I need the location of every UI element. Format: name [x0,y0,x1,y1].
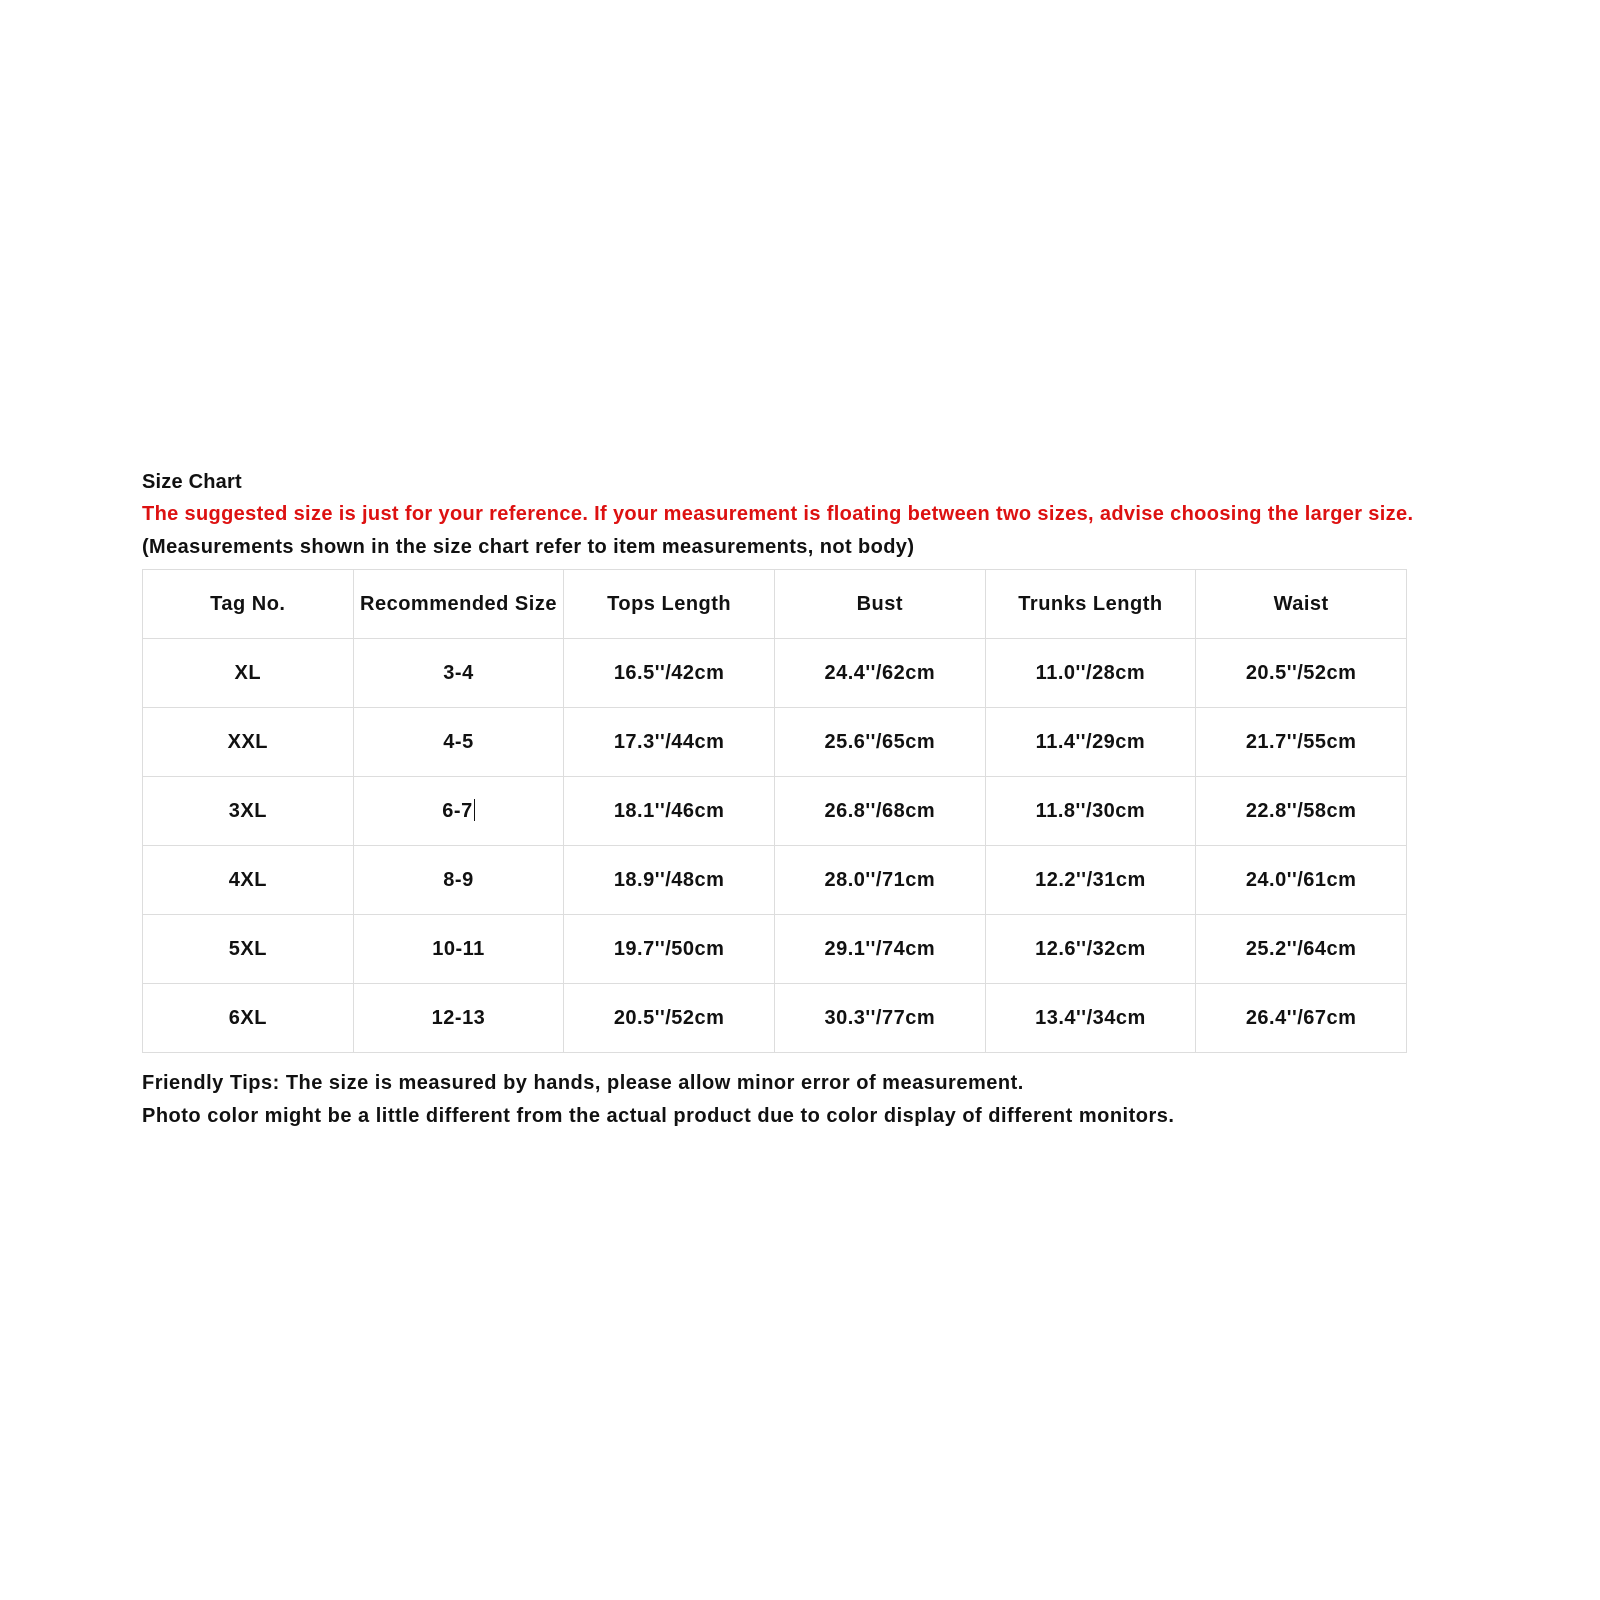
table-header-row [143,570,1407,639]
cell-recommended-size: 3-4 [353,639,564,708]
column-header-bust: Bust [774,570,985,639]
cell-recommended-size [353,777,564,846]
cell-tops-length: 17.3''/44cm [564,708,775,777]
cell-recommended-size: 8-9 [353,846,564,915]
size-chart-document [142,466,1472,1133]
cell-tops-length: 19.7''/50cm [564,915,775,984]
cell-tag-no: 5XL [143,915,354,984]
cell-bust: 29.1''/74cm [774,915,985,984]
cell-bust: 30.3''/77cm [774,984,985,1053]
page-title: Size Chart [142,471,242,493]
cell-tag-no: 4XL [143,846,354,915]
cell-tag-no: XXL [143,708,354,777]
friendly-tips [142,1067,1472,1133]
column-header-waist: Waist [1196,570,1407,639]
cell-bust: 26.8''/68cm [774,777,985,846]
cell-bust: 28.0''/71cm [774,846,985,915]
cell-trunks-length: 11.0''/28cm [985,639,1196,708]
cell-tag-no: 3XL [143,777,354,846]
column-header-tops-length: Tops Length [564,570,775,639]
cell-recommended-size: 4-5 [353,708,564,777]
cell-tops-length: 18.9''/48cm [564,846,775,915]
cell-trunks-length: 11.4''/29cm [985,708,1196,777]
measurement-note: (Measurements shown in the size chart refer to item measurements, not body) [142,536,915,558]
tip-line: Friendly Tips: The size is measured by hands, please allow minor error of measurement. [142,1072,1024,1094]
cell-tops-length: 16.5''/42cm [564,639,775,708]
cell-tag-no: 6XL [143,984,354,1053]
table-row [143,984,1407,1053]
table-row [143,639,1407,708]
table-row [143,915,1407,984]
table-row [143,777,1407,846]
column-header-recommended-size: Recommended Size [353,570,564,639]
cell-waist: 22.8''/58cm [1196,777,1407,846]
table-row [143,708,1407,777]
cell-waist: 25.2''/64cm [1196,915,1407,984]
text-cursor [474,799,475,821]
table-row [143,846,1407,915]
size-table [142,569,1407,1053]
cell-recommended-size: 12-13 [353,984,564,1053]
cell-trunks-length: 12.6''/32cm [985,915,1196,984]
cell-trunks-length: 12.2''/31cm [985,846,1196,915]
cell-trunks-length: 13.4''/34cm [985,984,1196,1053]
cell-waist: 24.0''/61cm [1196,846,1407,915]
cell-bust: 25.6''/65cm [774,708,985,777]
cell-waist: 21.7''/55cm [1196,708,1407,777]
cell-tops-length: 20.5''/52cm [564,984,775,1053]
cell-waist: 20.5''/52cm [1196,639,1407,708]
column-header-tag-no: Tag No. [143,570,354,639]
column-header-trunks-length: Trunks Length [985,570,1196,639]
tip-line: Photo color might be a little different from the actual product due to color display of different monitors. [142,1105,1175,1127]
cell-bust: 24.4''/62cm [774,639,985,708]
cell-tops-length: 18.1''/46cm [564,777,775,846]
cell-tag-no: XL [143,639,354,708]
cell-trunks-length: 11.8''/30cm [985,777,1196,846]
cell-waist: 26.4''/67cm [1196,984,1407,1053]
cell-recommended-size-text: 6-7 [442,800,473,822]
cell-recommended-size: 10-11 [353,915,564,984]
size-warning-text: The suggested size is just for your reference. If your measurement is floating between two sizes, advise choosing the larger size. [142,503,1414,525]
